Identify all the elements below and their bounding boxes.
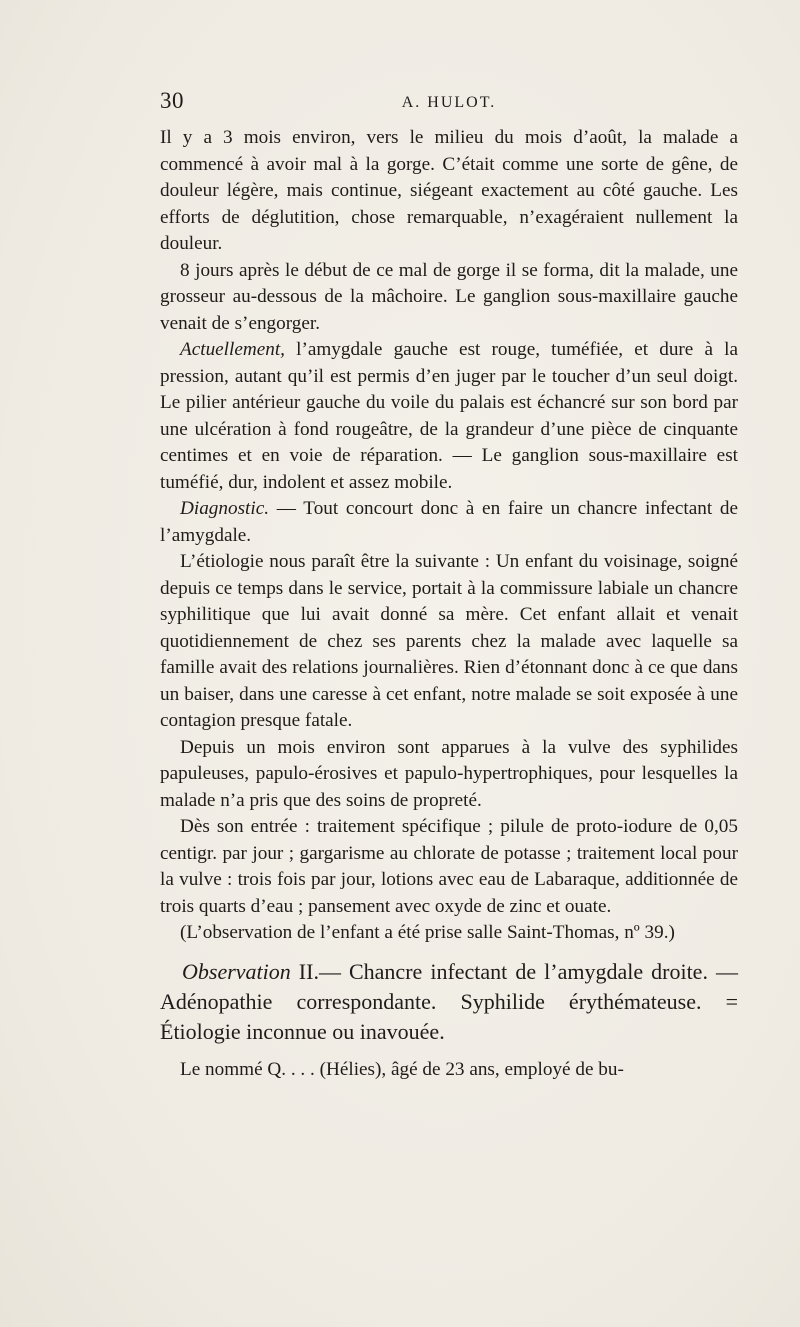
paragraph-text: Depuis un mois environ sont apparues à la vulve des syphilides papuleuses, papulo-érosives et papulo-hypertrophiques, pour lesquelles la malade n’a pris que des soins de propreté. — [160, 736, 738, 811]
observation-label: Observation — [182, 958, 291, 984]
observation-heading — [160, 957, 738, 1047]
page-number: 30 — [160, 88, 184, 113]
paragraph-text: Il y a 3 mois environ, vers le milieu du mois d’août, la malade a commencé à avoir mal à la gorge. C’était comme une sorte de gêne, de douleur légère, mais continue, siégeant exactement au côté gauche. Les efforts de déglutition, chose remarquable, n’exagéraient nullement la douleur. — [160, 127, 738, 254]
paragraph-actuellement — [160, 337, 738, 496]
paragraph-text: l’amygdale gauche est rouge, tuméfiée, et dure à la pression, autant qu’il est permis d’en juger par le toucher d’un seul doigt. Le pilier antérieur gauche du voile du palais est échancré sur son bord par une ulcération à fond rougeâtre, de la grandeur d’une pièce de cinquante centimes et en voie de réparation. — Le ganglion sous-maxillaire est tuméfié, dur, indolent et assez mobile. — [160, 339, 738, 493]
paragraph-closing — [160, 1057, 738, 1084]
paragraph-lead: Diagnostic. — [180, 498, 270, 519]
paragraph-text: Le nommé Q. . . . (Hélies), âgé de 23 ans, employé de bu- — [180, 1058, 624, 1080]
observation-text: II.— Chancre infectant de l’amygdale droite. — Adénopathie correspondante. Syphilide érythémateuse. = Étiologie inconnue ou inavouée. — [160, 958, 738, 1044]
paragraph-syphilides — [160, 735, 738, 815]
paragraph-traitement — [160, 814, 738, 920]
running-head — [160, 88, 738, 122]
paragraph-diagnostic — [160, 496, 738, 549]
paragraph-text: L’étiologie nous paraît être la suivante : Un enfant du voisinage, soigné depuis ce temps dans le service, portait à la commissure labiale un chancre syphilitique que lui avait donné sa mère. Cet enfant allait et venait quotidiennement de chez ses parents chez la malade avec laquelle sa famille avait des relations journalières. Rien d’étonnant donc à ce que dans un baiser, dans une caresse à cet enfant, notre malade se soit exposée à une contagion presque fatale. — [160, 551, 738, 731]
paragraph-text: (L’observation de l’enfant a été prise salle Saint-Thomas, nº 39.) — [180, 922, 675, 943]
paragraph-text: — Tout concourt donc à en faire un chancre infectant de l’amygdale. — [160, 498, 738, 546]
paragraph-lead: Actuellement, — [180, 339, 285, 360]
paragraph-text: 8 jours après le début de ce mal de gorge il se forma, dit la malade, une grosseur au-dessous de la mâchoire. Le ganglion sous-maxillaire gauche venait de s’engorger. — [160, 259, 738, 334]
page-body — [160, 125, 738, 1083]
running-head-author: A. HULOT. — [401, 94, 497, 111]
paragraph-text: Dès son entrée : traitement spécifique ; pilule de proto-iodure de 0,05 centigr. par jour ; gargarisme au chlorate de potasse ; traitement local pour la vulve : trois fois par jour, lotions avec eau de Labaraque, additionnée de trois quarts d’eau ; pansement avec oxyde de zinc et ouate. — [160, 816, 738, 917]
paragraph-onset — [160, 125, 738, 258]
paragraph-etiologie — [160, 549, 738, 735]
paragraph-ganglion — [160, 258, 738, 338]
paragraph-note — [160, 920, 738, 947]
